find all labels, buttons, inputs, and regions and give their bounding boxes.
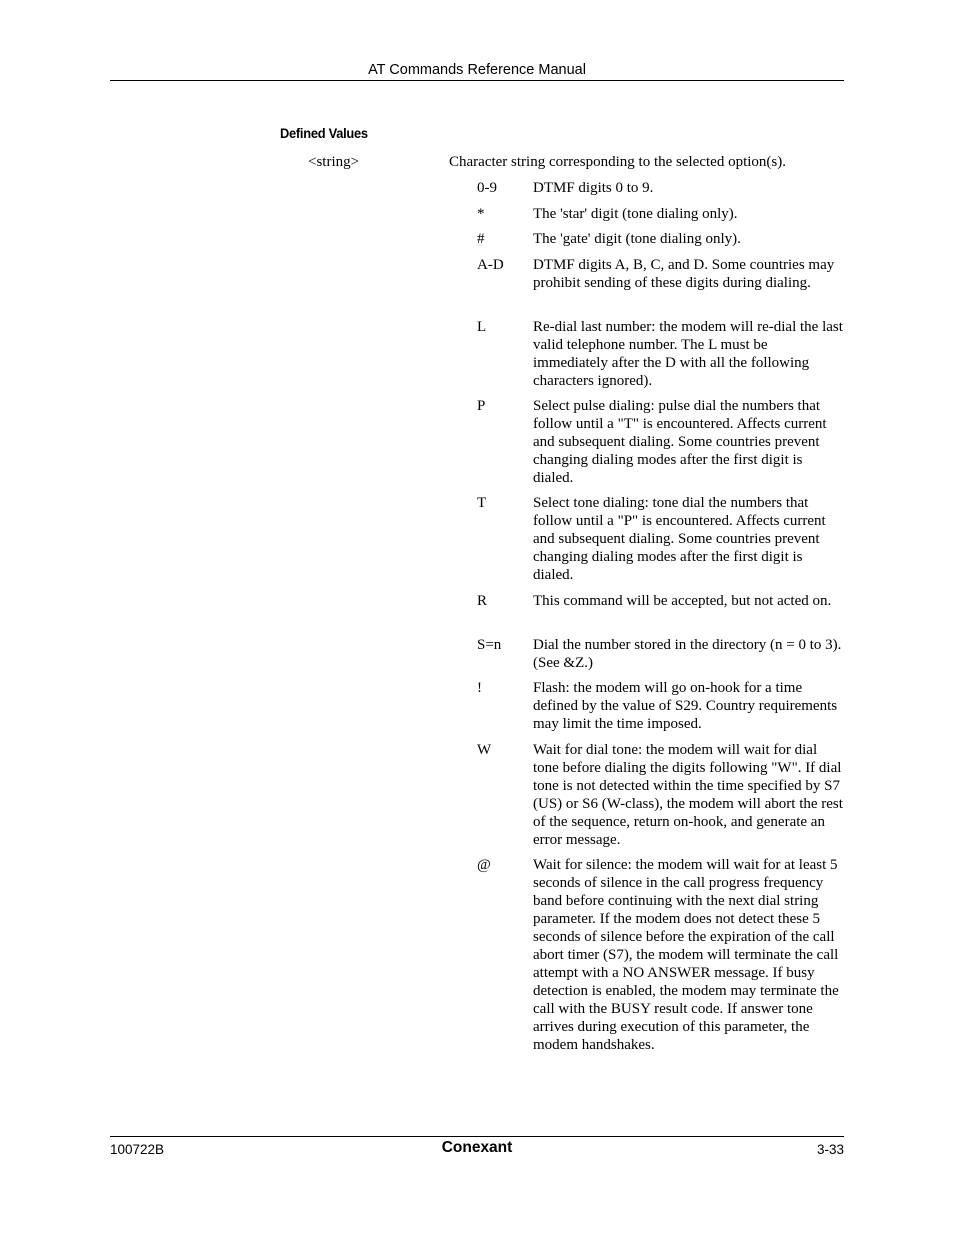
value-description: Flash: the modem will go on-hook for a time defined by the value of S29. Country requirements may limit the time imposed. [533,680,838,732]
value-description: DTMF digits A, B, C, and D. Some countries may prohibit sending of these digits during dialing. [533,257,835,291]
value-code: A-D [477,257,504,273]
value-code: ! [477,680,482,696]
value-code: * [477,206,485,222]
value-code: # [477,231,485,247]
value-description: The 'star' digit (tone dialing only). [533,206,738,222]
page-footer [110,1136,844,1167]
value-code: 0-9 [477,180,497,196]
value-code: S=n [477,637,502,653]
value-code: R [477,593,488,609]
value-description: This command will be accepted, but not acted on. [533,593,832,609]
company-name: Conexant [441,1139,513,1156]
value-description: Re-dial last number: the modem will re-dial the last valid telephone number. The L must be immediately after the D with all the following characters ignored). [533,319,843,389]
value-description: Select pulse dialing: pulse dial the numbers that follow until a "T" is encountered. Affects current and subsequent dialing. Some countries prevent changing dialing modes after the first digit is dialed. [533,398,827,486]
value-code: @ [477,857,491,873]
manual-title: AT Commands Reference Manual [368,62,586,78]
value-description: Select tone dialing: tone dial the numbers that follow until a "P" is encountered. Affects current and subsequent dialing. Some countries prevent changing dialing modes after the first digit is dialed. [533,495,826,583]
parameter-description: Character string corresponding to the selected option(s). [449,154,786,170]
section-heading: Defined Values [280,125,368,141]
value-description: Wait for dial tone: the modem will wait for dial tone before dialing the digits following "W". If dial tone is not detected within the time specified by S7 (US) or S6 (W-class), the modem will abort the rest of the sequence, return on-hook, and generate an error message. [533,742,843,848]
value-code: T [477,495,487,511]
document-number: 100722B [110,1142,165,1157]
page-header [110,61,844,81]
value-code: W [477,742,492,758]
parameter-name: <string> [308,154,360,170]
value-description: The 'gate' digit (tone dialing only). [533,231,741,247]
page-number: 3-33 [816,1142,844,1157]
value-code: L [477,319,487,335]
value-description: DTMF digits 0 to 9. [533,180,654,196]
value-code: P [477,398,486,414]
value-description: Wait for silence: the modem will wait for at least 5 seconds of silence in the call progress frequency band before continuing with the next dial string parameter. If the modem does not detect these 5 seconds of silence before the expiration of the call abort timer (S7), the modem will terminate the call attempt with a NO ANSWER message. If busy detection is enabled, the modem may terminate the call with the BUSY result code. If answer tone arrives during execution of this parameter, the modem handshakes. [533,857,839,1053]
value-description: Dial the number stored in the directory (n = 0 to 3). (See &Z.) [533,637,842,671]
